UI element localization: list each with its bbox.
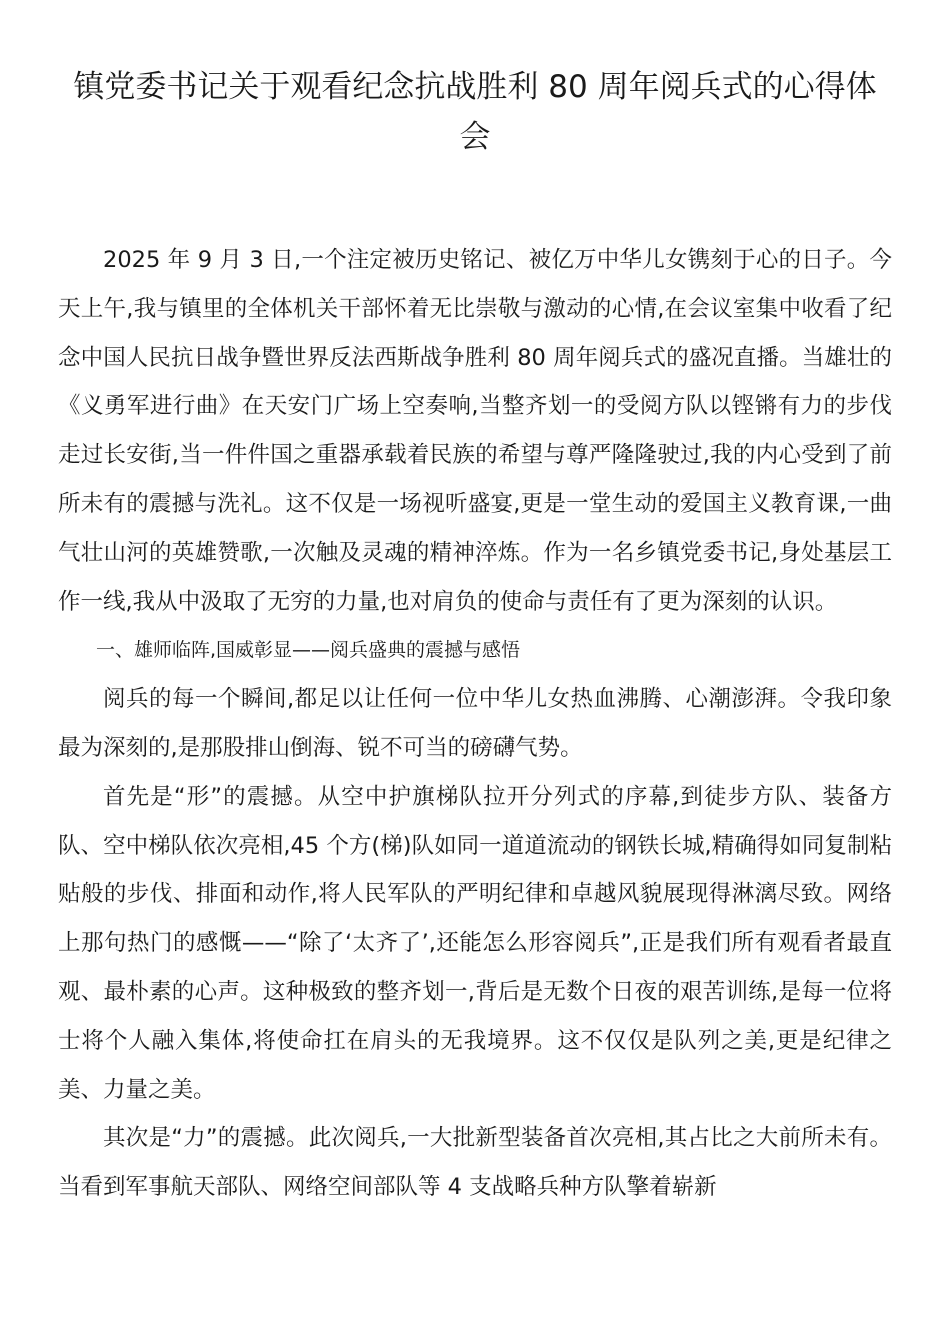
section-heading-1: 一、雄师临阵,国威彰显——阅兵盛典的震撼与感悟	[96, 639, 521, 662]
paragraph-parade-moment: 阅兵的每一个瞬间,都足以让任何一位中华儿女热血沸腾、心潮澎湃。令我印象最为深刻的,是那股排山倒海、锐不可当的磅礴气势。	[58, 686, 892, 761]
paragraph-form-shock: 首先是“形”的震撼。从空中护旗梯队拉开分列式的序幕,到徒步方队、装备方队、空中梯队依次亮相,45 个方(梯)队如同一道道流动的钢铁长城,精确得如同复制粘贴般的步伐、排面和动作,将人民军队的严明纪律和卓越风貌展现得淋漓尽致。网络上那句热门的感慨——“除了‘太齐了’,还能怎么形容阅兵”,正是我们所有观看者最直观、最朴素的心声。这种极致的整齐划一,背后是无数个日夜的艰苦训练,是每一位将士将个人融入集体,将使命扛在肩头的无我境界。这不仅仅是队列之美,更是纪律之美、力量之美。	[58, 783, 892, 1103]
document-body	[58, 236, 892, 1212]
document-title: 镇党委书记关于观看纪念抗战胜利 80 周年阅兵式的心得体会	[73, 69, 877, 155]
paragraph-intro: 2025 年 9 月 3 日,一个注定被历史铭记、被亿万中华儿女镌刻于心的日子。今天上午,我与镇里的全体机关干部怀着无比崇敬与激动的心情,在会议室集中收看了纪念中国人民抗日战争暨世界反法西斯战争胜利 80 周年阅兵式的盛况直播。当雄壮的《义勇军进行曲》在天安门广场上空奏响,当整齐划一的受阅方队以铿锵有力的步伐走过长安街,当一件件国之重器承载着民族的希望与尊严隆隆驶过,我的内心受到了前所未有的震撼与洗礼。这不仅是一场视听盛宴,更是一堂生动的爱国主义教育课,一曲气壮山河的英雄赞歌,一次触及灵魂的精神淬炼。作为一名乡镇党委书记,身处基层工作一线,我从中汲取了无穷的力量,也对肩负的使命与责任有了更为深刻的认识。	[58, 247, 892, 615]
paragraph-force-shock: 其次是“力”的震撼。此次阅兵,一大批新型装备首次亮相,其占比之大前所未有。当看到军事航天部队、网络空间部队等 4 支战略兵种方队擎着崭新	[58, 1125, 892, 1201]
